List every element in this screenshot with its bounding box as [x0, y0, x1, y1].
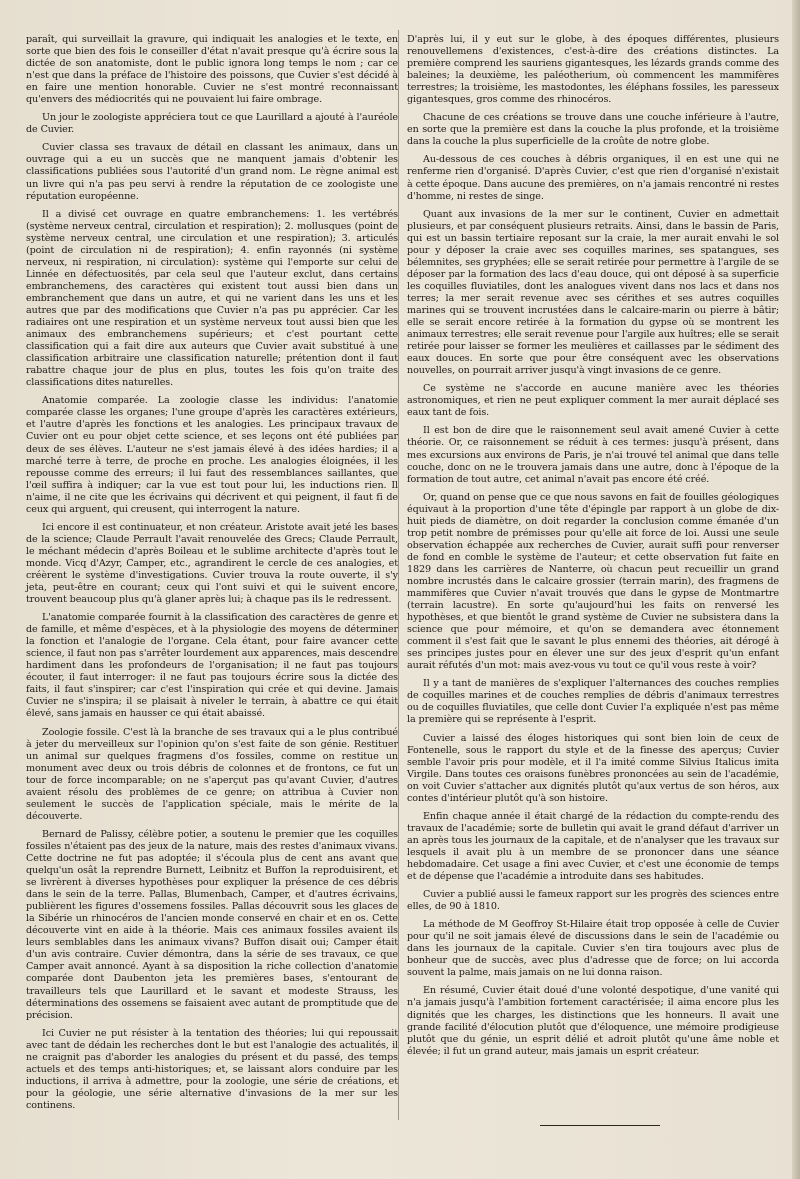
- paragraph: Au-dessous de ces couches à débris organiques, il en est une qui ne renferme rien d'organisé. D'après Cuvier, c'est que rien d'organisé n'existait à cette époque. Dans aucune des premières, on n'a jamais rencontré ni restes d'homme, ni restes de singe.: [407, 154, 779, 202]
- paragraph: En résumé, Cuvier était doué d'une volonté despotique, d'une vanité qui n'a jamais jusqu'à l'ambition fortement caractérisée; il aima encore plus les dignités que les charges, les distinctions que les honneurs. Il avait une grande facilité d'élocution plutôt que d'éloquence, une mémoire prodigieuse plutôt que du génie, un esprit délié et adroit plutôt qu'une âme noble et élevée; il fut un grand auteur, mais jamais un esprit créateur.: [407, 985, 779, 1057]
- paragraph: Ici Cuvier ne put résister à la tentation des théories; lui qui repoussait avec tant de dédain les recherches dont le but est l'analogie des actualités, il ne craignit pas d'aborder les analogies du présent et du passé, des temps actuels et des temps anti-historiques; et, se laissant alors conduire par les inductions, il arriva à admettre, pour la zoologie, une série de créations, et pour la géologie, une série alternative d'invasions de la mer sur les continens.: [26, 1027, 398, 1111]
- paragraph: Chacune de ces créations se trouve dans une couche inférieure à l'autre, en sorte que la première est dans la couche la plus profonde, et la troisième dans la couche la plus superficielle de la croûte de notre globe.: [407, 112, 779, 148]
- paragraph: Il est bon de dire que le raisonnement seul avait amené Cuvier à cette théorie. Or, ce raisonnement se réduit à ces termes: jusqu'à présent, dans mes excursions aux environs de Paris, je n'ai trouvé tel animal que dans telle couche, donc on ne le trouvera jamais dans une autre, donc à l'époque de la formation de tout autre, cet animal n'avait pas encore été créé.: [407, 425, 779, 485]
- paragraph: Or, quand on pense que ce que nous savons en fait de fouilles géologiques équivaut à la proportion d'une tête d'épingle par rapport à un globe de dix-huit pieds de diamètre, on doit regarder la conclusion comme émanée d'un trop petit nombre de prémisses pour qu'elle ait force de loi. Aussi une seule observation échappée aux recherches de Cuvier, aurait suffi pour renverser de fond en comble le système de l'auteur; et cette observation fut faite en 1829 dans les carrières de Nanterre, où chacun peut recueillir un grand nombre incrustés dans le calcaire grossier (terrain marin), des fragmens de mammifères que Cuvier n'avait trouvés que dans le gypse de Montmartre (terrain lacustre). En sorte qu'aujourd'hui les faits on renversé les hypothèses, et que bientôt le grand système de Cuvier ne subsistera dans la science que pour mémoire, et qu'on se demandera avec étonnement comment il s'est fait que le savant le plus ennemi des théories, ait dérogé à ses principes justes pour en élever une sur des jeux d'esprit qu'un enfant aurait réfutés d'un mot: mais avez-vous vu tout ce qu'il vous reste à voir?: [407, 491, 779, 672]
- paragraph: Cuvier a laissé des éloges historiques qui sont bien loin de ceux de Fontenelle, sous le rapport du style et de la finesse des aperçus; Cuvier semble l'avoir pris pour modèle, et il l'a imité comme Silvius Italicus imita Virgile. Dans toutes ces oraisons funèbres prononcées au sein de l'académie, on voit Cuvier s'attacher aux dignités plutôt qu'aux vertus de son héros, aux contes d'intérieur plutôt qu'à son histoire.: [407, 732, 779, 804]
- paragraph: Cuvier classa ses travaux de détail en classant les animaux, dans un ouvrage qui a eu un succès que ne manquent jamais d'obtenir les classifications publiées sous l'autorité d'un grand nom. Le règne animal est un livre qui n'a pas peu servi à rendre la réputation de ce zoologiste une réputation européenne.: [26, 142, 398, 202]
- paragraph: Ce système ne s'accorde en aucune manière avec les théories astronomiques, et rien ne peut expliquer comment la mer aurait déplacé ses eaux tant de fois.: [407, 383, 779, 419]
- paragraph: Il y a tant de manières de s'expliquer l'alternances des couches remplies de coquilles marines et de couches remplies de débris d'animaux terrestres ou de coquilles fluviatiles, que celle dont Cuvier l'a expliquée n'est pas même la première qui se représente à l'esprit.: [407, 678, 779, 726]
- page-edge: [792, 0, 800, 1179]
- paragraph: Ici encore il est continuateur, et non créateur. Aristote avait jeté les bases de la science; Claude Perrault l'avait renouvelée des Grecs; Claude Perrault, le méchant médecin d'après Boileau et le sublime architecte d'après tout le monde. Vicq d'Azyr, Camper, etc., agrandirent le cercle de ces analogies, et créèrent le système d'investigations. Cuvier trouva la route ouverte, il s'y jeta, peut-être en courant; ceux qui l'ont suivi et qui le suivent encore, trouvent beaucoup plus qu'à glaner après lui; à chaque pas ils le redressent.: [26, 521, 398, 606]
- paragraph: Enfin chaque année il était chargé de la rédaction du compte-rendu des travaux de l'académie; sorte de bulletin qui avait le grand défaut d'arriver un an après tous les journaux de la capitale, et de n'analyser que les travaux sur lesquels il avait plu à un membre de se prononcer dans une séance hebdomadaire. Cet usage a fini avec Cuvier, et c'est une économie de temps et de dépense que l'académie a introduite dans ses habitudes.: [407, 810, 779, 883]
- paragraph: Quant aux invasions de la mer sur le continent, Cuvier en admettait plusieurs, et par conséquent plusieurs retraits. Ainsi, dans le bassin de Paris, qui est un bassin tertiaire reposant sur la craie, la mer aurait envahi le sol pour y déposer la craie avec ses coquilles marines, ses spatangues, ses bélemnites, ses gryphées; elle se serait retirée pour permettre à l'argile de se déposer par la formation des lacs d'eau douce, qui ont déposé à sa superficie les coquilles fluviatiles, dont les analogues vivent dans nos lacs et dans nos terres; la mer serait revenue avec ses cérithes et ses autres coquilles marines qui se trouvent incrustées dans le calcaire-marin ou pierre à bâtir; elle se serait encore retirée à la formation du gypse où se montrent les animaux terrestres; elle serait revenue pour l'argile aux huîtres; elle se serait retirée pour laisser se former les meulières et caillasses par le sédiment des eaux douces. En sorte que pour être conséquent avec les observations nouvelles, on pourrait arriver jusqu'à vingt invasions de ce genre.: [407, 208, 779, 377]
- end-rule: [540, 1125, 660, 1126]
- column-divider: [398, 30, 399, 1120]
- paragraph: L'anatomie comparée fournit à la classification des caractères de genre et de famille, et même d'espèces, et à la physiologie des moyens de déterminer la fonction et l'analogie de l'organe. Cela étant, pour faire avancer cette science, il faut non pas s'arrêter lourdement aux apparences, mais descendre hardiment dans les profondeurs de l'organisation; il ne faut pas toujours écouter, il faut interroger: il ne faut pas toujours écrire sous la dictée des faits, il faut s'inspirer; car c'est l'inspiration qui crée et qui devine. Jamais Cuvier ne s'inspira; il se plaisait à niveler le terrain, à abattre ce qui était élevé, sans jamais en hausser ce qui était abaissé.: [26, 612, 398, 720]
- right-column: [407, 34, 779, 1064]
- left-column: [26, 34, 398, 1118]
- paragraph: Il a divisé cet ouvrage en quatre embranchemens: 1. les vertébrés (système nerveux central, circulation et respiration); 2. mollusques (point de système nerveux central, une circulation et une respiration); 3. articulés (point de circulation ni de respiration); 4. enfin rayonnés (ni système nerveux, ni respiration, ni circulation): système qui l'emporte sur celui de Linnée en défectuosités, par cela seul que l'auteur exclut, dans certains embranchemens, des caractères qui existent tout aussi bien dans un embranchement que dans un autre, et qui ne varient dans les uns et les autres que par des modifications que Cuvier n'a pas pu apprécier. Car les radiaires ont une respiration et un système nerveux tout aussi bien que les animaux des embranchemens supérieurs; et c'est pourtant cette classification qui a fait dire aux auteurs que Cuvier avait substitué à une classification arbitraire une classification naturelle; prétention dont il faut rabattre chaque jour de plus en plus, toutes les fois qu'on traite des classifications dites naturelles.: [26, 208, 398, 389]
- paragraph: Anatomie comparée. La zoologie classe les individus: l'anatomie comparée classe les organes; l'une groupe d'après les caractères extérieurs, et l'autre d'après les fonctions et les analogies. Les principaux travaux de Cuvier ont eu pour objet cette science, et ses leçons ont été publiées par deux de ses élèves. L'auteur ne s'est jamais élevé à des idées hardies; il a marché terre à terre, de proche en proche. Les analogies éloignées, il les repousse comme des erreurs; il lui faut des ressemblances saillantes, que l'œil suffira à indiquer; car la vue est tout pour lui, les inductions rien. Il n'aime, il ne cite que les écrivains qui décrivent et qui peignent, il faut fi de ceux qui arguent, qui creusent, qui interrogent la nature.: [26, 395, 398, 515]
- paragraph: Un jour le zoologiste appréciera tout ce que Laurillard a ajouté à l'auréole de Cuvier.: [26, 112, 398, 136]
- paragraph: paraît, qui surveillait la gravure, qui indiquait les analogies et le texte, en sorte que bien des fois le conseiller d'état n'avait presque qu'à écrire sous la dictée de son anatomiste, dont le public ignora long temps le nom ; car ce n'est que dans la préface de l'histoire des poissons, que Cuvier s'est décidé à en faire une mention honorable. Cuvier ne s'est montré reconnaissant qu'envers des médiocrités qui ne pouvaient lui faire ombrage.: [26, 34, 398, 106]
- paragraph: D'après lui, il y eut sur le globe, à des époques différentes, plusieurs renouvellemens d'existences, c'est-à-dire des créations distinctes. La première comprend les sauriens gigantesques, les lézards grands comme des baleines; la deuxième, les paléotherium, où commencent les mammifères terrestres; la troisième, les mastodontes, les éléphans fossiles, les paresseux gigantesques, gros comme des rhinocéros.: [407, 34, 779, 106]
- paragraph: La méthode de M Geoffroy St-Hilaire était trop opposée à celle de Cuvier pour qu'il ne soit jamais élevé de discussions dans le sein de l'académie ou dans les journaux de la capitale. Cuvier s'en tira toujours avec plus de bonheur que de succès, avec plus d'adresse que de force; on lui accorda souvent la palme, mais jamais on ne lui donna raison.: [407, 919, 779, 979]
- paragraph: Bernard de Palissy, célèbre potier, a soutenu le premier que les coquilles fossiles n'étaient pas des jeux de la nature, mais des restes d'animaux vivans. Cette doctrine ne fut pas adoptée; il s'écoula plus de cent ans avant que quelqu'un osât la reprendre Burnett, Leibnitz et Buffon la reproduisirent, et se livrèrent à diverses hypothèses pour expliquer la présence de ces débris dans le sein de la terre. Pallas, Blumenbach, Camper, et d'autres écrivains, publièrent les figures d'ossemens fossiles. Pallas découvrit sous les glaces de la Sibérie un rhinocéros de l'ancien monde conservé en chair et en os. Cette découverte vint en aide à la théorie. Mais ces animaux fossiles avaient ils leurs semblables dans les animaux vivans? Buffon disait oui; Camper était d'un avis contraire. Cuvier démontra, dans la série de ses travaux, ce que Camper avait annoncé. Ayant à sa disposition la riche collection d'anatomie comparée dont Daubenton jeta les premières bases, s'entourant de travailleurs tels que Laurillard et le savant et modeste Strauss, les déterminations des ossemens se faisaient avec autant de promptitude que de précision.: [26, 828, 398, 1021]
- paragraph: Zoologie fossile. C'est là la branche de ses travaux qui a le plus contribué à jeter du merveilleux sur l'opinion qu'on s'est faite de son génie. Restituer un animal sur quelques fragmens d'os fossiles, comme on restitue un monument avec deux ou trois débris de colonnes et de frontons, ce fut un tour de force incomparable; on ne s'aperçut pas qu'avant Cuvier, d'autres avaient résolu des problèmes de ce genre; on attribua à Cuvier non seulement le succès de l'application spéciale, mais le mérite de la découverte.: [26, 726, 398, 822]
- paragraph: Cuvier a publié aussi le fameux rapport sur les progrès des sciences entre elles, de 90 à 1810.: [407, 889, 779, 913]
